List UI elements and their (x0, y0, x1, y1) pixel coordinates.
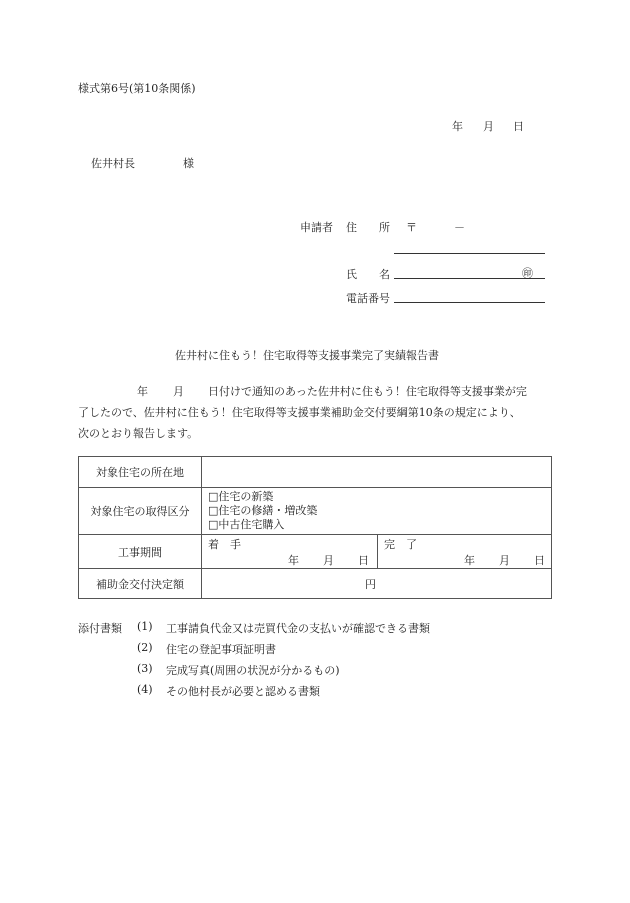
end-day: 日 (534, 554, 545, 567)
end-label: 完 了 (384, 538, 417, 551)
end-month: 月 (499, 554, 510, 567)
body-line2: 了したので、佐井村に住もう！住宅取得等支援事業補助金交付要綱第10条の規定により、 (78, 406, 521, 419)
attachment-num: (1) (137, 620, 153, 633)
period-label: 工事期間 (79, 535, 202, 569)
attachment-text: 完成写真(周囲の状況が分かるもの) (166, 664, 340, 677)
body-line3: 次のとおり報告します。 (78, 427, 199, 440)
date-month: 月 (483, 120, 494, 133)
attachment-text: 工事請負代金又は売買代金の支払いが確認できる書類 (166, 622, 430, 635)
amount-label: 補助金交付決定額 (79, 569, 202, 599)
addressee-name: 佐井村長 (91, 157, 135, 170)
applicant-label: 申請者 (300, 221, 333, 234)
period-start (202, 535, 378, 568)
period-end (378, 535, 551, 568)
body-year: 年 (137, 385, 148, 398)
amount-currency: 円 (365, 577, 376, 591)
addressee-honorific: 様 (183, 157, 194, 170)
attachment-num: (3) (137, 662, 153, 675)
attachments-label: 添付書類 (78, 622, 122, 635)
period-cell (202, 535, 552, 569)
name-label: 氏 名 (346, 268, 390, 281)
postal-dash: － (454, 221, 465, 234)
table-row-period (79, 535, 552, 569)
seal-mark: ㊞ (522, 267, 533, 280)
location-label: 対象住宅の所在地 (79, 457, 202, 488)
address-label: 住 所 (346, 221, 390, 234)
amount-value (202, 569, 552, 599)
body-month: 月 (173, 385, 184, 398)
category-label: 対象住宅の取得区分 (79, 488, 202, 535)
date-year: 年 (452, 120, 463, 133)
attachment-num: (4) (137, 683, 153, 696)
end-year: 年 (464, 554, 475, 567)
table-row-location (79, 457, 552, 488)
form-number: 様式第6号(第10条関係) (78, 82, 196, 95)
category-option-new: □住宅の新築 (208, 490, 274, 503)
body-line1: 日付けで通知のあった佐井村に住もう！住宅取得等支援事業が完 (208, 385, 527, 398)
phone-line (394, 302, 545, 303)
table-row-category (79, 488, 552, 535)
start-day: 日 (358, 554, 369, 567)
phone-label: 電話番号 (346, 292, 390, 305)
date-day: 日 (513, 120, 524, 133)
category-options (202, 488, 552, 535)
address-line (394, 253, 545, 254)
document-title: 佐井村に住もう！住宅取得等支援事業完了実績報告書 (175, 349, 439, 362)
attachment-num: (2) (137, 641, 153, 654)
attachment-text: その他村長が必要と認める書類 (166, 685, 320, 698)
category-option-used: □中古住宅購入 (208, 518, 285, 531)
postal-mark: 〒 (406, 221, 417, 234)
category-option-renovation: □住宅の修繕・増改築 (208, 504, 318, 517)
start-label: 着 手 (208, 538, 241, 551)
start-month: 月 (323, 554, 334, 567)
start-year: 年 (288, 554, 299, 567)
location-value (202, 457, 552, 488)
table-row-amount (79, 569, 552, 599)
report-table (78, 456, 552, 599)
attachment-text: 住宅の登記事項証明書 (166, 643, 276, 656)
